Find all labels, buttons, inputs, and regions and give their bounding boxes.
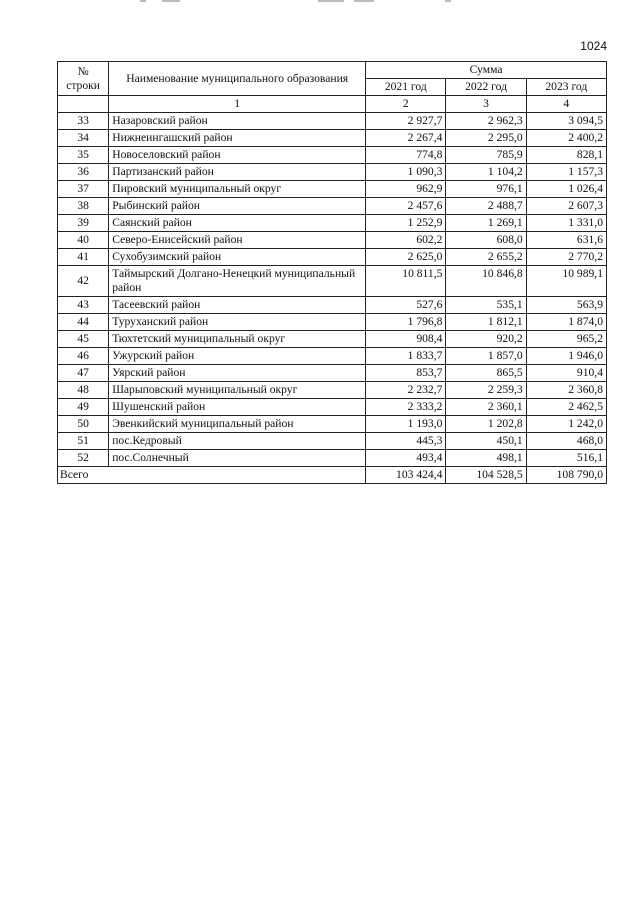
row-value-2023: 1 331,0 [526, 215, 606, 232]
header-col-num-1 [58, 96, 109, 113]
row-value-2023: 516,1 [526, 450, 606, 467]
total-2023: 108 790,0 [526, 467, 606, 484]
row-name: Новоселовский район [109, 147, 366, 164]
row-value-2022: 2 295,0 [446, 130, 526, 147]
row-value-2021: 1 090,3 [366, 164, 446, 181]
row-value-2023: 910,4 [526, 365, 606, 382]
header-col-num-2: 2 [366, 96, 446, 113]
header-col-num-4: 4 [526, 96, 606, 113]
row-number: 52 [58, 450, 109, 467]
row-number: 41 [58, 249, 109, 266]
header-year-2021: 2021 год [366, 79, 446, 96]
table-row [58, 266, 607, 297]
row-value-2023: 2 607,3 [526, 198, 606, 215]
row-value-2021: 493,4 [366, 450, 446, 467]
table-row [58, 198, 607, 215]
row-name: пос.Солнечный [109, 450, 366, 467]
row-value-2021: 2 927,7 [366, 113, 446, 130]
row-number: 44 [58, 314, 109, 331]
row-number: 47 [58, 365, 109, 382]
table-row [58, 297, 607, 314]
row-value-2022: 1 812,1 [446, 314, 526, 331]
row-number: 37 [58, 181, 109, 198]
row-value-2021: 527,6 [366, 297, 446, 314]
row-name: Тасеевский район [109, 297, 366, 314]
row-number: 36 [58, 164, 109, 181]
row-name: Шарыповский муниципальный округ [109, 382, 366, 399]
row-value-2023: 2 770,2 [526, 249, 606, 266]
row-value-2022: 1 269,1 [446, 215, 526, 232]
row-value-2021: 774,8 [366, 147, 446, 164]
table-row [58, 433, 607, 450]
row-value-2023: 10 989,1 [526, 266, 606, 297]
row-value-2023: 2 360,8 [526, 382, 606, 399]
table-row [58, 399, 607, 416]
row-value-2022: 10 846,8 [446, 266, 526, 297]
row-number: 38 [58, 198, 109, 215]
header-year-2023: 2023 год [526, 79, 606, 96]
row-value-2023: 1 026,4 [526, 181, 606, 198]
row-name: Сухобузимский район [109, 249, 366, 266]
header-row-number-label: № строки [66, 64, 100, 92]
row-value-2022: 920,2 [446, 331, 526, 348]
page-number: 1024 [580, 39, 607, 53]
row-value-2022: 1 202,8 [446, 416, 526, 433]
row-value-2022: 2 655,2 [446, 249, 526, 266]
row-name: Таймырский Долгано-Ненецкий муниципальный район [109, 266, 366, 297]
row-name: Нижнеингашский район [109, 130, 366, 147]
header-name: Наименование муниципального образования [109, 62, 366, 96]
row-value-2022: 785,9 [446, 147, 526, 164]
row-value-2021: 2 232,7 [366, 382, 446, 399]
total-2021: 103 424,4 [366, 467, 446, 484]
row-value-2021: 1 193,0 [366, 416, 446, 433]
row-value-2023: 1 242,0 [526, 416, 606, 433]
row-value-2021: 2 457,6 [366, 198, 446, 215]
row-value-2023: 828,1 [526, 147, 606, 164]
table-row [58, 232, 607, 249]
row-value-2023: 631,6 [526, 232, 606, 249]
row-value-2022: 450,1 [446, 433, 526, 450]
row-name: Ужурский район [109, 348, 366, 365]
row-value-2021: 1 833,7 [366, 348, 446, 365]
row-value-2021: 2 625,0 [366, 249, 446, 266]
table-row [58, 164, 607, 181]
row-value-2023: 1 157,3 [526, 164, 606, 181]
header-row-number [58, 62, 109, 96]
row-name: Северо-Енисейский район [109, 232, 366, 249]
row-number: 45 [58, 331, 109, 348]
table-row [58, 249, 607, 266]
row-name: Уярский район [109, 365, 366, 382]
total-2022: 104 528,5 [446, 467, 526, 484]
row-value-2022: 498,1 [446, 450, 526, 467]
row-number: 49 [58, 399, 109, 416]
row-value-2023: 1 946,0 [526, 348, 606, 365]
row-number: 39 [58, 215, 109, 232]
row-number: 40 [58, 232, 109, 249]
row-name: Шушенский район [109, 399, 366, 416]
row-value-2022: 535,1 [446, 297, 526, 314]
total-row [58, 467, 607, 484]
table-row [58, 215, 607, 232]
row-value-2021: 853,7 [366, 365, 446, 382]
row-value-2022: 1 857,0 [446, 348, 526, 365]
row-name: Назаровский район [109, 113, 366, 130]
row-name: Саянский район [109, 215, 366, 232]
row-number: 43 [58, 297, 109, 314]
row-value-2022: 2 360,1 [446, 399, 526, 416]
table-row [58, 314, 607, 331]
total-label: Всего [58, 467, 366, 484]
row-value-2021: 908,4 [366, 331, 446, 348]
header-sum: Сумма [366, 62, 607, 79]
row-value-2023: 2 462,5 [526, 399, 606, 416]
row-value-2023: 468,0 [526, 433, 606, 450]
table-footer [58, 467, 607, 484]
row-value-2022: 976,1 [446, 181, 526, 198]
scan-artifact-marks [140, 0, 460, 4]
row-name: Туруханский район [109, 314, 366, 331]
row-name: Рыбинский район [109, 198, 366, 215]
row-value-2023: 965,2 [526, 331, 606, 348]
row-value-2023: 1 874,0 [526, 314, 606, 331]
table-row [58, 331, 607, 348]
table-row [58, 382, 607, 399]
row-value-2022: 2 488,7 [446, 198, 526, 215]
table-row [58, 181, 607, 198]
table-row [58, 348, 607, 365]
table-body [58, 113, 607, 467]
budget-table [57, 61, 607, 484]
table-row [58, 450, 607, 467]
row-name: Пировский муниципальный округ [109, 181, 366, 198]
row-value-2021: 10 811,5 [366, 266, 446, 297]
table-row [58, 365, 607, 382]
row-number: 34 [58, 130, 109, 147]
row-value-2022: 2 259,3 [446, 382, 526, 399]
row-number: 46 [58, 348, 109, 365]
row-name: пос.Кедровый [109, 433, 366, 450]
row-number: 35 [58, 147, 109, 164]
row-value-2023: 3 094,5 [526, 113, 606, 130]
row-value-2021: 2 333,2 [366, 399, 446, 416]
row-name: Тюхтетский муниципальный округ [109, 331, 366, 348]
row-value-2022: 865,5 [446, 365, 526, 382]
header-col-num-3: 3 [446, 96, 526, 113]
row-number: 33 [58, 113, 109, 130]
row-name: Эвенкийский муниципальный район [109, 416, 366, 433]
row-name: Партизанский район [109, 164, 366, 181]
row-value-2023: 2 400,2 [526, 130, 606, 147]
row-value-2022: 2 962,3 [446, 113, 526, 130]
row-value-2021: 2 267,4 [366, 130, 446, 147]
row-value-2021: 602,2 [366, 232, 446, 249]
row-number: 48 [58, 382, 109, 399]
table-row [58, 130, 607, 147]
row-value-2022: 608,0 [446, 232, 526, 249]
table-header [58, 62, 607, 113]
row-number: 51 [58, 433, 109, 450]
row-value-2022: 1 104,2 [446, 164, 526, 181]
row-value-2021: 445,3 [366, 433, 446, 450]
row-value-2023: 563,9 [526, 297, 606, 314]
row-value-2021: 962,9 [366, 181, 446, 198]
row-number: 50 [58, 416, 109, 433]
row-value-2021: 1 252,9 [366, 215, 446, 232]
row-value-2021: 1 796,8 [366, 314, 446, 331]
header-col-num-1-label: 1 [109, 96, 366, 113]
table-row [58, 147, 607, 164]
table-row [58, 113, 607, 130]
row-number: 42 [58, 266, 109, 297]
header-year-2022: 2022 год [446, 79, 526, 96]
table-row [58, 416, 607, 433]
